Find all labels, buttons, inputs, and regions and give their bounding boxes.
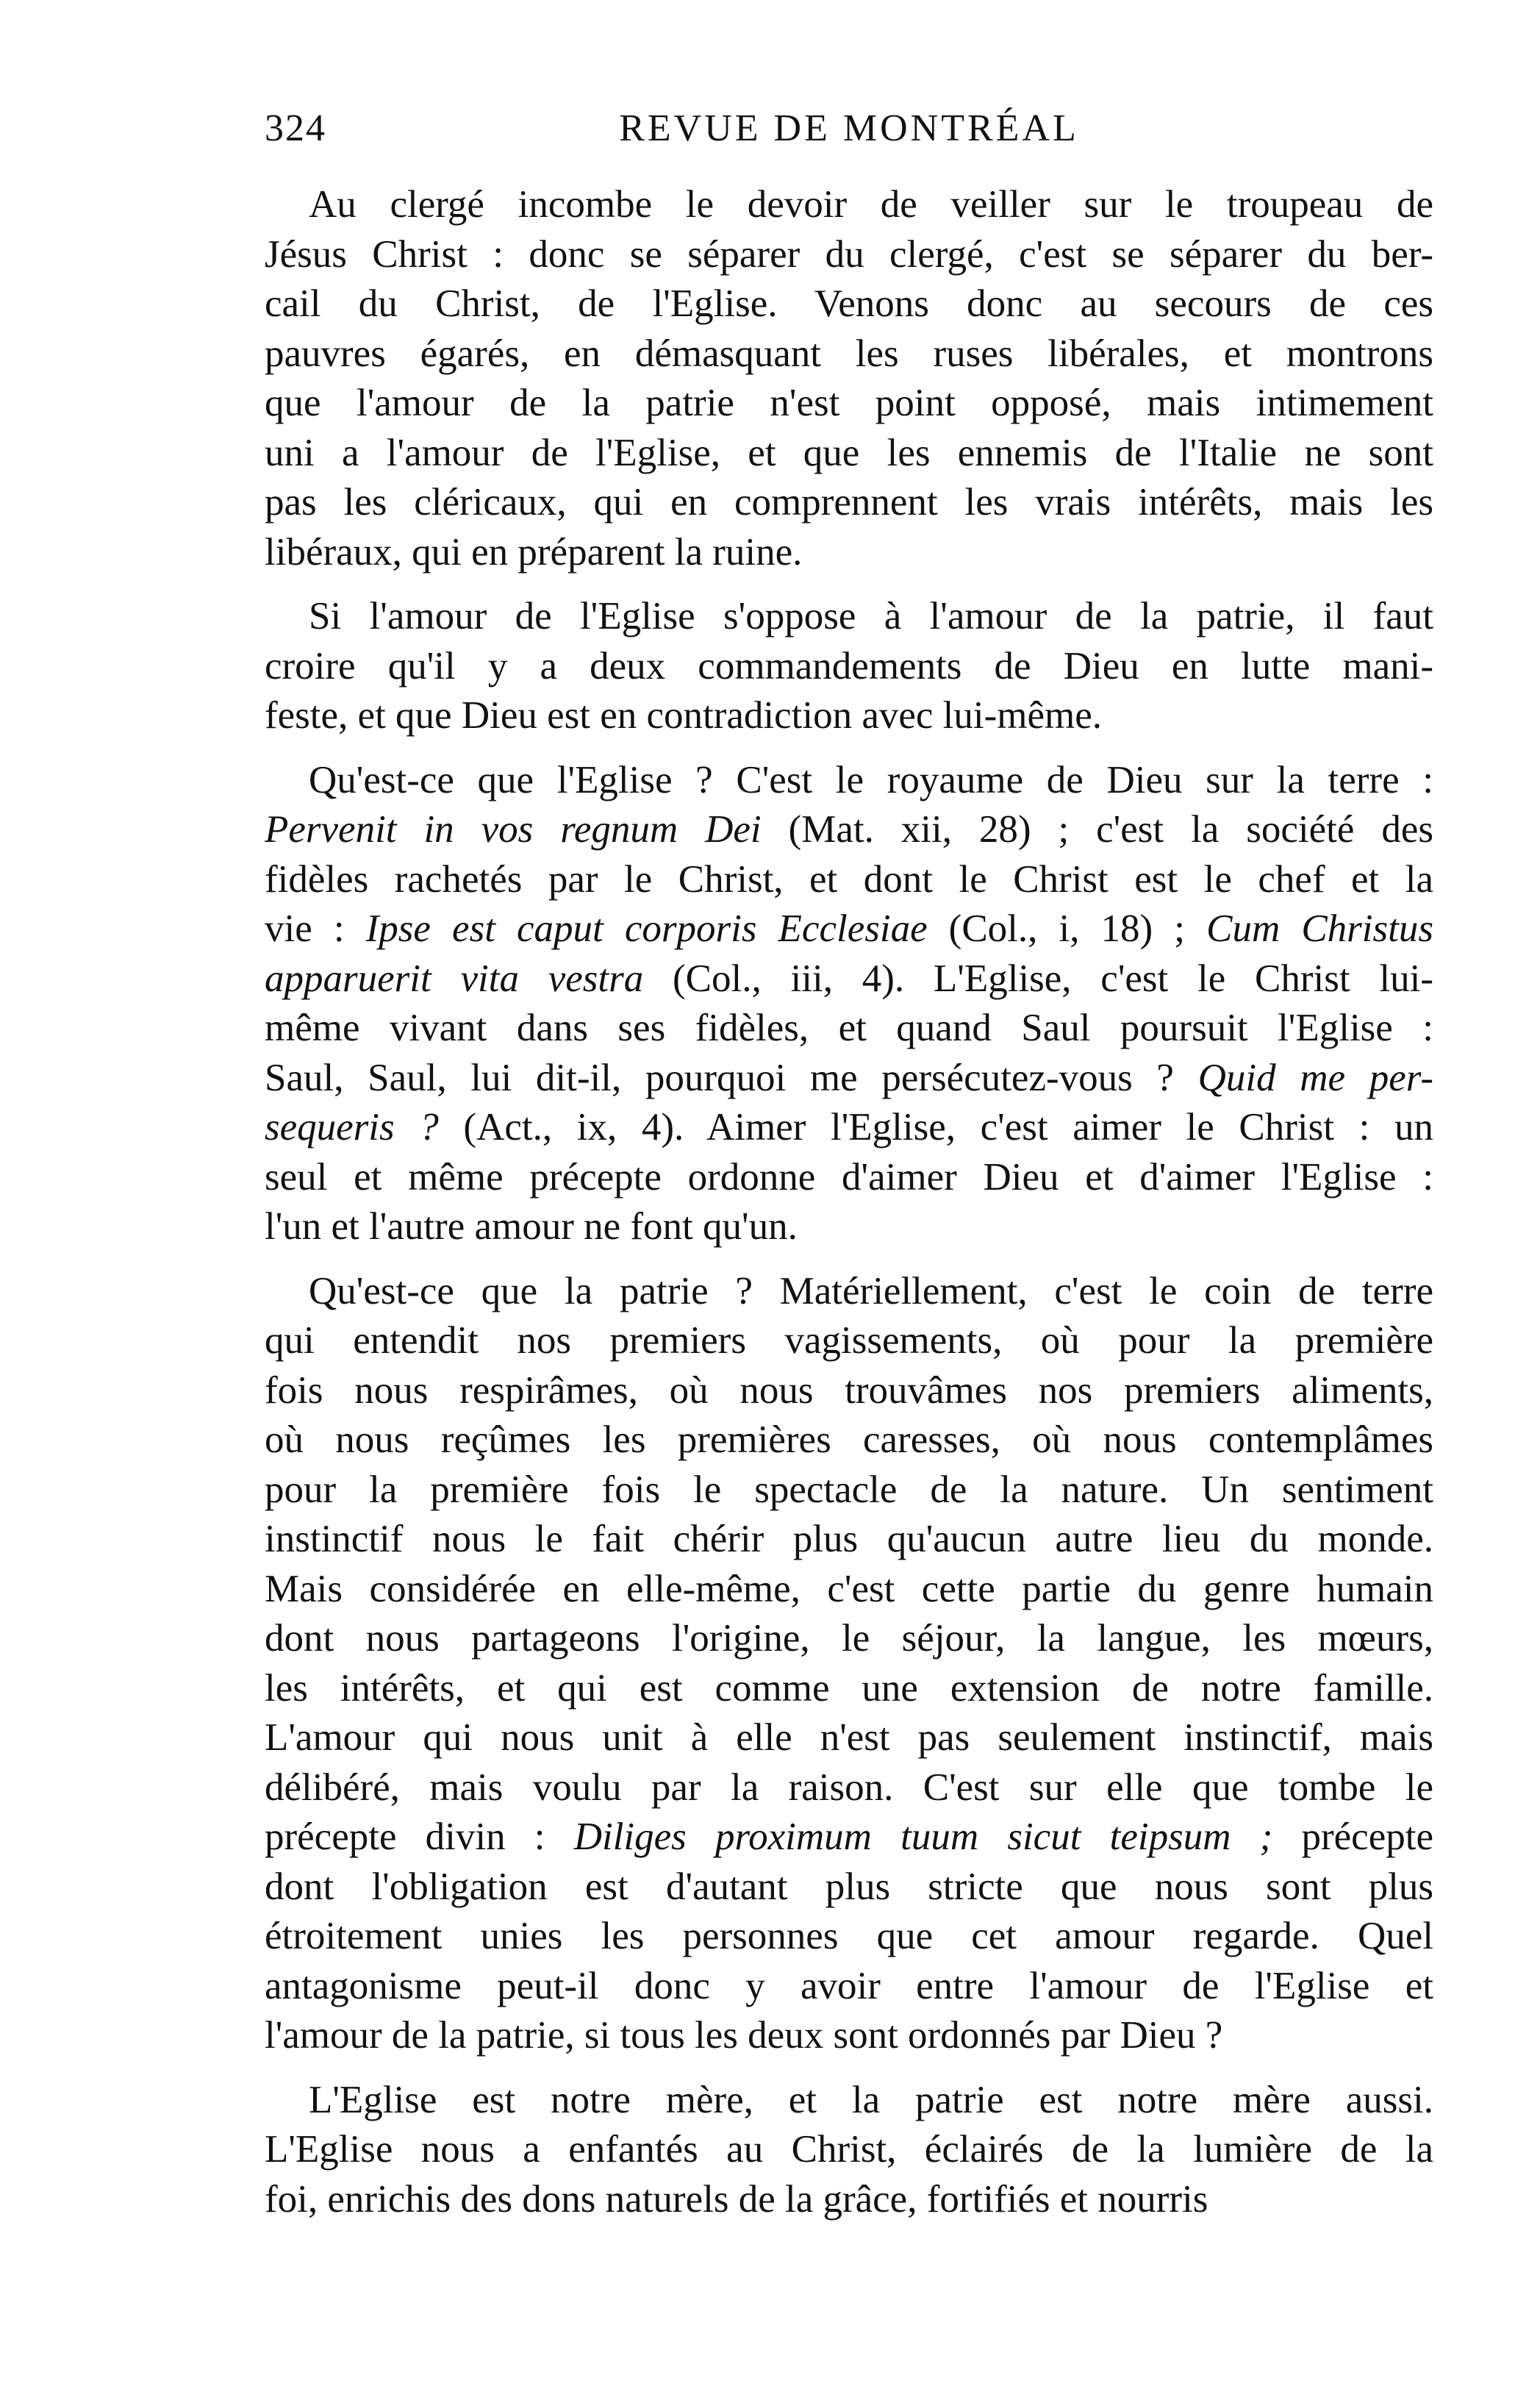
text-line: apparuerit vita vestra (Col., iii, 4). L'Eglise, c'est le Christ lui-	[265, 957, 1433, 1000]
text-line: uni a l'amour de l'Eglise, et que les ennemis de l'Italie ne sont	[265, 431, 1433, 474]
text-line: feste, et que Dieu est en contradiction avec lui-même.	[265, 694, 1103, 737]
text-line: L'Eglise est notre mère, et la patrie est notre mère aussi.	[309, 2078, 1433, 2121]
text-line: dont nous partageons l'origine, le séjour, la langue, les mœurs,	[265, 1617, 1433, 1660]
text-line: étroitement unies les personnes que cet amour regarde. Quel	[265, 1915, 1433, 1957]
text-line: fidèles rachetés par le Christ, et dont le Christ est le chef et la	[265, 857, 1433, 901]
text-line: pauvres égarés, en démasquant les ruses libérales, et montrons	[265, 332, 1433, 375]
text-line: Si l'amour de l'Eglise s'oppose à l'amour de la patrie, il faut	[309, 595, 1433, 638]
paragraph	[265, 2076, 1433, 2225]
running-title: REVUE DE MONTRÉAL	[619, 107, 1079, 149]
paragraph	[265, 756, 1433, 1252]
text-line: vie : Ipse est caput corporis Ecclesiae (Col., i, 18) ; Cum Christus	[265, 907, 1433, 950]
text-line: L'Eglise nous a enfantés au Christ, éclairés de la lumière de la	[265, 2128, 1433, 2171]
text-line: qui entendit nos premiers vagissements, où pour la première	[265, 1319, 1433, 1362]
page-number: 324	[265, 107, 326, 149]
text-line: Au clergé incombe le devoir de veiller sur le troupeau de	[309, 183, 1433, 226]
text-line: Mais considérée en elle-même, c'est cette partie du genre humain	[265, 1567, 1433, 1610]
text-line: l'amour de la patrie, si tous les deux sont ordonnés par Dieu ?	[265, 2014, 1223, 2057]
text-line: les intérêts, et qui est comme une extension de notre famille.	[265, 1666, 1433, 1710]
text-line: dont l'obligation est d'autant plus stricte que nous sont plus	[265, 1865, 1433, 1908]
body-text	[265, 180, 1433, 2239]
text-line: délibéré, mais voulu par la raison. C'est sur elle que tombe le	[265, 1765, 1433, 1809]
text-line: fois nous respirâmes, où nous trouvâmes nos premiers aliments,	[265, 1368, 1433, 1412]
text-line: L'amour qui nous unit à elle n'est pas seulement instinctif, mais	[265, 1716, 1433, 1759]
text-line: où nous reçûmes les premières caresses, où nous contemplâmes	[265, 1418, 1433, 1461]
text-line: l'un et l'autre amour ne font qu'un.	[265, 1205, 798, 1248]
text-line: sequeris ? (Act., ix, 4). Aimer l'Eglise, c'est aimer le Christ : un	[265, 1106, 1433, 1149]
text-line: pas les cléricaux, qui en comprennent les vrais intérêts, mais les	[265, 481, 1433, 524]
text-line: Pervenit in vos regnum Dei (Mat. xii, 28) ; c'est la société des	[265, 808, 1433, 851]
text-line: Qu'est-ce que l'Eglise ? C'est le royaume de Dieu sur la terre :	[309, 758, 1433, 801]
running-head	[265, 103, 1433, 154]
text-line: antagonisme peut-il donc y avoir entre l'amour de l'Eglise et	[265, 1964, 1433, 2007]
text-line: libéraux, qui en préparent la ruine.	[265, 530, 803, 574]
text-line: même vivant dans ses fidèles, et quand Saul poursuit l'Eglise :	[265, 1007, 1433, 1049]
text-line: Saul, Saul, lui dit-il, pourquoi me persécutez-vous ? Quid me per-	[265, 1056, 1433, 1099]
paragraph	[265, 180, 1433, 577]
text-line: que l'amour de la patrie n'est point opposé, mais intimement	[265, 382, 1433, 424]
text-line: pour la première fois le spectacle de la nature. Un sentiment	[265, 1468, 1433, 1511]
text-line: Qu'est-ce que la patrie ? Matériellement, c'est le coin de terre	[309, 1269, 1433, 1312]
text-line: foi, enrichis des dons naturels de la grâce, fortifiés et nourris	[265, 2177, 1208, 2221]
text-line: seul et même précepte ordonne d'aimer Dieu et d'aimer l'Eglise :	[265, 1155, 1433, 1199]
text-line: cail du Christ, de l'Eglise. Venons donc au secours de ces	[265, 282, 1433, 325]
paragraph	[265, 1267, 1433, 2061]
text-line: précepte divin : Diliges proximum tuum sicut teipsum ; précepte	[265, 1815, 1433, 1858]
text-line: croire qu'il y a deux commandements de Dieu en lutte mani-	[265, 644, 1433, 688]
paragraph	[265, 592, 1433, 741]
text-line: instinctif nous le fait chérir plus qu'aucun autre lieu du monde.	[265, 1518, 1433, 1560]
text-line: Jésus Christ : donc se séparer du clergé, c'est se séparer du ber-	[265, 232, 1433, 276]
